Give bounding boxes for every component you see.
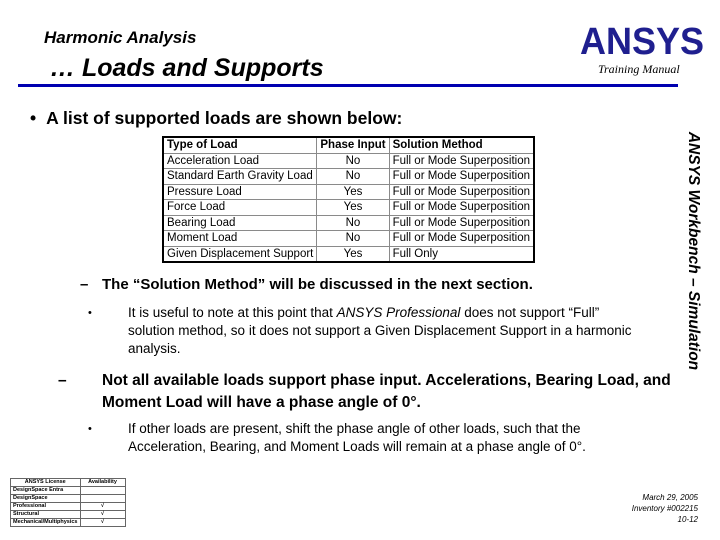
footer-date: March 29, 2005 bbox=[642, 493, 698, 502]
table-header-row bbox=[163, 137, 534, 153]
point-solution-method-text: The “Solution Method” will be discussed in the next section. bbox=[102, 276, 533, 293]
side-banner-text: ANSYS Workbench – Simulation bbox=[685, 131, 702, 371]
table-row bbox=[163, 215, 534, 231]
license-row bbox=[11, 519, 126, 527]
license-row bbox=[11, 487, 126, 495]
training-manual-label: Training Manual bbox=[598, 62, 680, 76]
point-professional-note-text-a: It is useful to note at this point that bbox=[128, 305, 337, 320]
header-title: Harmonic Analysis bbox=[44, 28, 197, 47]
cell-solution: Full Only bbox=[389, 246, 534, 262]
dash-marker: – bbox=[58, 372, 67, 389]
license-name: Mechanical/Multiphysics bbox=[11, 519, 81, 527]
cell-type: Bearing Load bbox=[163, 215, 317, 231]
col-header-type: Type of Load bbox=[163, 137, 317, 153]
cell-phase: Yes bbox=[317, 200, 389, 216]
license-row bbox=[11, 503, 126, 511]
cell-phase: No bbox=[317, 169, 389, 185]
license-availability: √ bbox=[80, 519, 125, 527]
point-phase-input-text: Not all available loads support phase input. Accelerations, Bearing Load, and Moment Load will have a phase angle of 0°. bbox=[102, 372, 671, 411]
cell-solution: Full or Mode Superposition bbox=[389, 215, 534, 231]
license-header-row bbox=[11, 479, 126, 487]
col-header-phase: Phase Input bbox=[317, 137, 389, 153]
license-availability: √ bbox=[80, 503, 125, 511]
cell-phase: No bbox=[317, 153, 389, 169]
header-subtitle: … Loads and Supports bbox=[50, 54, 324, 82]
point-professional-note bbox=[88, 304, 648, 358]
side-banner bbox=[680, 92, 706, 410]
cell-type: Force Load bbox=[163, 200, 317, 216]
cell-type: Standard Earth Gravity Load bbox=[163, 169, 317, 185]
cell-solution: Full or Mode Superposition bbox=[389, 153, 534, 169]
license-availability bbox=[80, 495, 125, 503]
license-name: DesignSpace Entra bbox=[11, 487, 81, 495]
point-professional-note-text-b: does not support “Full” solution method, so it does not support a Given Displacement Support in a harmonic analysis. bbox=[128, 305, 632, 356]
cell-solution: Full or Mode Superposition bbox=[389, 200, 534, 216]
footer bbox=[632, 492, 698, 525]
point-professional-note-emphasis: ANSYS Professional bbox=[336, 305, 461, 320]
cell-solution: Full or Mode Superposition bbox=[389, 184, 534, 200]
ansys-logo bbox=[578, 20, 708, 60]
main-bullet-text: A list of supported loads are shown below: bbox=[46, 108, 403, 128]
point-phase-shift bbox=[88, 420, 648, 456]
license-table bbox=[10, 478, 126, 527]
point-phase-shift-text: If other loads are present, shift the phase angle of other loads, such that the Acceleration, Bearing, and Moment Loads will remain at a phase angle of 0°. bbox=[128, 421, 586, 454]
license-name: Structural bbox=[11, 511, 81, 519]
table-row bbox=[163, 231, 534, 247]
logo-text: ANSYS bbox=[580, 21, 704, 60]
license-row bbox=[11, 495, 126, 503]
footer-page-number: 10-12 bbox=[677, 515, 698, 524]
license-name: Professional bbox=[11, 503, 81, 511]
point-solution-method bbox=[80, 276, 533, 293]
cell-type: Acceleration Load bbox=[163, 153, 317, 169]
loads-table bbox=[162, 136, 535, 263]
license-row bbox=[11, 511, 126, 519]
cell-solution: Full or Mode Superposition bbox=[389, 169, 534, 185]
main-bullet bbox=[30, 108, 402, 129]
license-availability: √ bbox=[80, 511, 125, 519]
table-row bbox=[163, 246, 534, 262]
bullet-dot: • bbox=[30, 108, 37, 128]
table-row bbox=[163, 169, 534, 185]
availability-col-header: Availability bbox=[80, 479, 125, 487]
bullet-dot: • bbox=[88, 307, 92, 319]
table-row bbox=[163, 184, 534, 200]
cell-solution: Full or Mode Superposition bbox=[389, 231, 534, 247]
bullet-dot: • bbox=[88, 423, 92, 435]
point-phase-input bbox=[58, 370, 682, 414]
cell-phase: No bbox=[317, 215, 389, 231]
table-row bbox=[163, 153, 534, 169]
table-row bbox=[163, 200, 534, 216]
license-name: DesignSpace bbox=[11, 495, 81, 503]
col-header-solution: Solution Method bbox=[389, 137, 534, 153]
cell-phase: Yes bbox=[317, 184, 389, 200]
license-col-header: ANSYS License bbox=[11, 479, 81, 487]
header-rule bbox=[18, 84, 678, 87]
dash-marker: – bbox=[80, 276, 89, 293]
footer-inventory: Inventory #002215 bbox=[631, 504, 698, 513]
cell-type: Moment Load bbox=[163, 231, 317, 247]
cell-type: Pressure Load bbox=[163, 184, 317, 200]
cell-phase: No bbox=[317, 231, 389, 247]
license-availability bbox=[80, 487, 125, 495]
cell-type: Given Displacement Support bbox=[163, 246, 317, 262]
cell-phase: Yes bbox=[317, 246, 389, 262]
